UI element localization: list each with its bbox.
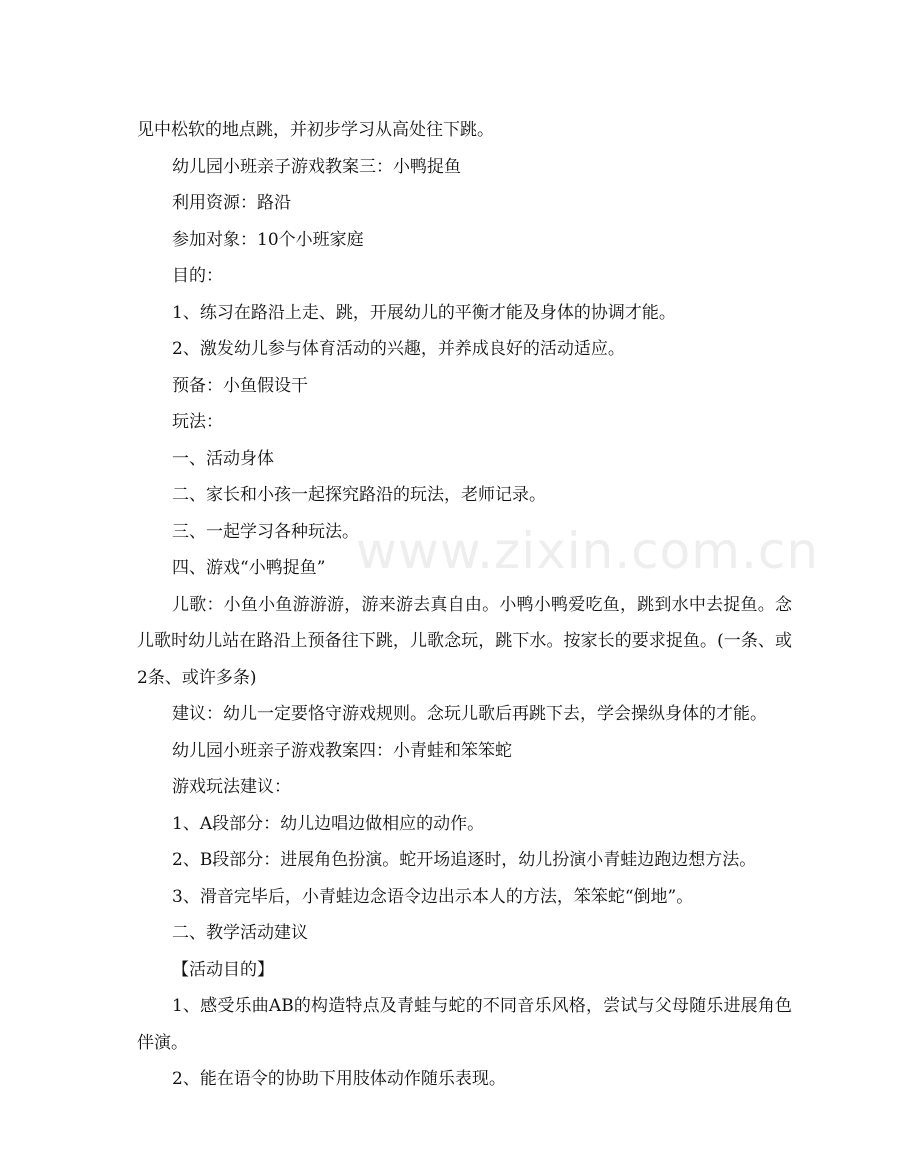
- paragraph: 目的：: [172, 266, 223, 286]
- paragraph: 【活动目的】: [172, 959, 274, 980]
- paragraph: 1、练习在路沿上走、跳，开展幼儿的平衡才能及身体的协调才能。: [172, 302, 676, 323]
- document-body: [137, 112, 792, 1098]
- paragraph: 3、滑音完毕后，小青蛙边念语令边出示本人的方法，笨笨蛇“倒地”。: [172, 886, 694, 907]
- paragraph: 游戏玩法建议：: [172, 777, 291, 797]
- paragraph: 2、B段部分：进展角色扮演。蛇开场追逐时，幼儿扮演小青蛙边跑边想方法。: [172, 850, 757, 870]
- paragraph: 2、激发幼儿参与体育活动的兴趣，并养成良好的活动适应。: [172, 339, 625, 359]
- paragraph: 参加对象：10个小班家庭: [172, 229, 364, 250]
- paragraph: 1、感受乐曲AB的构造特点及青蛙与蛇的不同音乐风格，尝试与父母随乐进展角色伴演。: [137, 996, 792, 1053]
- paragraph: 四、游戏“小鸭捉鱼”: [172, 558, 326, 578]
- paragraph: 三、一起学习各种玩法。: [172, 521, 359, 542]
- paragraph: 儿歌：小鱼小鱼游游游，游来游去真自由。小鸭小鸭爱吃鱼，跳到水中去捉鱼。念儿歌时幼儿站在路沿上预备往下跳，儿歌念玩，跳下水。按家长的要求捉鱼。(一条、或2条、或许多条): [137, 594, 792, 688]
- paragraph: 二、家长和小孩一起探究路沿的玩法，老师记录。: [172, 485, 546, 505]
- paragraph: 建议：幼儿一定要恪守游戏规则。念玩儿歌后再跳下去，学会操纵身体的才能。: [172, 704, 767, 724]
- paragraph: 利用资源：路沿: [172, 193, 291, 213]
- watermark: www.zixin.com.cn: [356, 522, 820, 580]
- paragraph: 1、A段部分：幼儿边唱边做相应的动作。: [172, 813, 485, 834]
- paragraph: 见中松软的地点跳，并初步学习从高处往下跳。: [137, 120, 494, 140]
- paragraph: 幼儿园小班亲子游戏教案三：小鸭捉鱼: [172, 156, 461, 177]
- paragraph: 2、能在语令的协助下用肢体动作随乐表现。: [172, 1069, 506, 1089]
- paragraph: 玩法：: [172, 412, 223, 432]
- paragraph: 二、教学活动建议: [172, 923, 308, 943]
- paragraph: 一、活动身体: [172, 448, 274, 469]
- paragraph: 预备：小鱼假设干: [172, 375, 308, 396]
- paragraph: 幼儿园小班亲子游戏教案四：小青蛙和笨笨蛇: [172, 740, 512, 761]
